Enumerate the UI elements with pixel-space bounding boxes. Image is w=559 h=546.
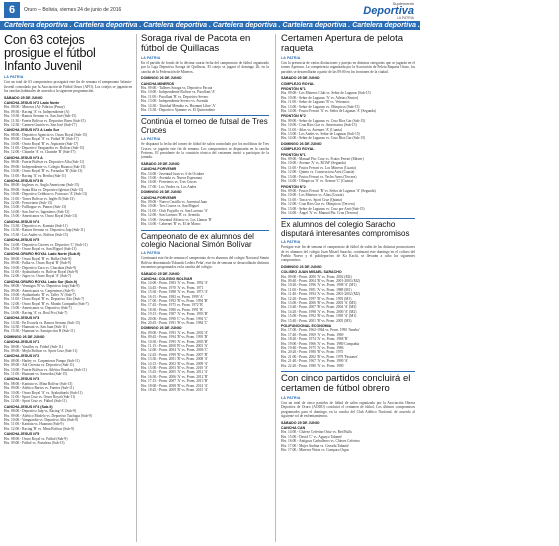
schedule-row: Hrs. 10:00.- Avenue 'A' vs. ROAF (Segunda)	[281, 161, 346, 166]
schedule-row: Hrs. 08:00.- Vasallos vs. Fútbol (Sub-11)	[4, 344, 63, 349]
schedule-row: Hrs. 12:00.- Racing 'B' vs. Mina Bolívar (Sub-9)	[4, 426, 74, 431]
schedule-rows	[281, 275, 415, 323]
schedule-list	[4, 96, 132, 446]
schedule-row: Hrs. 14:00.- Frutos Ferrari 'A' vs. Señor de Lagunas 'A' (Segunda)	[281, 109, 376, 113]
page-number: 6	[4, 2, 20, 18]
article-title: Campeonato de ex alumnos del colegio Nacional Simón Bolívar	[141, 230, 269, 250]
schedule-row: Hrs. 09:00.- Manual Pin. Cruz vs. Frutos Ferrari (Máster)	[281, 157, 364, 162]
column-3	[281, 34, 415, 542]
schedule-row: Hrs. 19:15.- Prom. 1987 'A' vs. Prom. 1993 'B'	[141, 312, 208, 317]
schedule-row: Hrs. 09:00.- Nueva Castillo vs. Juventud Juan	[141, 200, 207, 205]
schedule-venue: CANCHA JESUS N°3 B	[4, 178, 43, 183]
schedule-row: Hrs. 12:00.- Chumbe 'A' vs. Chumbe 'B' (Sub-17)	[4, 150, 76, 155]
schedule-row: Hrs. 12:00.- Ferroviario (Sub-13)	[4, 200, 53, 205]
schedule-row: Hrs. 17:45.- Prom. 1975 vs. Prom. 1972 'B'	[141, 303, 204, 308]
article-body: Prosigue este fin de semana el campeonato de fútbol de salón de las distintas promociones de ex alumnos del colegio Juan Misael Saracho, continuará este domingo en el coliseo del Pueblo Nuevo y el polideportivo de Ka Kachi, se llevarán a cabo los siguientes compromisos.	[281, 245, 415, 263]
schedule-row: Hrs. 18:45.- Prom. 2009 'B' vs. Prom. 2015 'A'	[141, 388, 208, 393]
schedule-court: FRONTÓN N°2	[281, 184, 306, 189]
schedule-row: Hrs. 10:00.- Señor de Lagunas 'A' vs. Atletas (Senior)	[281, 95, 359, 100]
schedule-row: Hrs. 08:00.- Vermigos 'B' vs. Deportivo Jaip (Sub-9)	[4, 284, 80, 289]
schedule-row: Hrs. 09:30.- Racing 'A' vs. Independiente (A)	[4, 109, 70, 114]
schedule-row: Hrs. 11:00.- Atlas vs. Avenues 'A' (Cuarta)	[281, 127, 343, 132]
schedule-row: Hrs. 09:00.- Prom. 1993 'A' vs. Prom. 2002 'A'	[141, 330, 209, 335]
schedule-row: Hrs. 14:30.- Trinidad Mendez vs. Huanuni Libre 'A'	[141, 103, 216, 108]
schedule-row: Hrs. 18:00.- Prom. 2008 'B' vs. Prom. 2014 'A'	[141, 383, 208, 388]
schedule-rows	[141, 331, 269, 393]
byline: LA PATRIA	[281, 55, 301, 60]
schedule-day: SÁBADO 25 DE JUNIO	[281, 420, 320, 425]
schedule-row: Hrs. 15:45.- Prom. 2005 'A' vs. Prom. 2011 'A'	[141, 370, 209, 375]
schedule-court: FRONTÓN N°1	[281, 152, 306, 157]
schedule-row: Hrs. 15:00.- David 'C' vs. Aguayo Tabanté	[281, 434, 342, 439]
schedule-row: Hrs. 13:00.- Americanos vs. Deportivo (Sub-7)	[4, 306, 72, 311]
schedule-row: Hrs. 09:00.- Los Mineros Club vs. Señor de Lagunas (Sub-15)	[281, 91, 371, 96]
schedule-row: Hrs. 19:40.- Prom. 1975 'A' vs. Prom. 1986	[281, 346, 344, 351]
schedule-row: Hrs. 09:00.- Adi Ceresita vs. Deportivo (Sub-11)	[4, 363, 75, 368]
schedule-row: Hrs. 09:00.- Santa Rita vs. Deportivo Iglesias (Sub-13)	[4, 187, 84, 192]
schedule-row: Hrs. 22:20.- Prom. 1980 'A' vs. Prom. 1990	[281, 363, 344, 368]
schedule-rows	[141, 86, 269, 112]
schedule-row: Hrs. 12:00.- Quinto vs. Constructora Arist (Cuarta)	[281, 170, 355, 175]
schedule-row: Hrs. 10:00.- Oruro Royal 'B' vs. Aspirante (Sub-17)	[4, 141, 79, 146]
schedule-row: Hrs. 15:30.- Huanuni vs. Sancipicitos B (Sub-11)	[4, 329, 75, 334]
logo-sub: LA PATRIA	[396, 16, 414, 20]
article-body: Continuará este fin de semana el campeonato de ex alumnos del colegio Nacional Simón Bolívar denominado 'Eduardo Ledeix Peña', este fin de semana se desarrollarán distintos encuentros programados en la cancha del colegio.	[141, 256, 269, 270]
schedule-venue: CANCHA MINEROS	[141, 81, 175, 86]
schedule-venue: CANCHA PORVENIR	[141, 195, 177, 200]
schedule-row: Hrs. 09:00.- Independiente vs. Colegio Huanca (Sub-13)	[4, 164, 86, 169]
schedule-venue: CANCHA CAN	[281, 426, 306, 431]
schedule-rows	[141, 200, 269, 226]
schedule-row: Hrs. 10:00.- Deportivo Ceibhaa vs. Fornosos 'A' (Sub-13)	[4, 192, 87, 197]
schedule-row: Hrs. 10:00.- Los Mineros vs. Altas (Cuarta)	[281, 193, 344, 198]
schedule-row: Hrs. 11:00.- Racing 'A' vs. Bertha (Sub-11)	[4, 173, 67, 178]
column-rule	[275, 34, 276, 542]
schedule-row: Hrs. 13:30.- Deportivo vs. Kantuta (Sub-11)	[4, 223, 68, 228]
schedule-row: Hrs. 10:00.- Vanguardia vs. Deportivo Alfa (Sub-9)	[4, 418, 78, 423]
schedule-row: Hrs. 12:00.- Prom. 2004 'A' vs. Prom. 2006 'C'	[141, 348, 208, 353]
schedule-venue: CANCHA JESUS N°1	[4, 340, 40, 345]
schedule-row: Hrs. 10:00.- Deportivo Zaca vs. Chacabas (Sub-9)	[4, 265, 77, 270]
article-title: Certamen Apertura de pelota raqueta	[281, 33, 403, 54]
column-rule	[136, 34, 137, 542]
schedule-row: Hrs. 09:00.- Americanos vs. Carpenteros (Sub-9)	[4, 288, 75, 293]
schedule-venue: CANCHA: COLEGIO BOLÍVAR	[141, 276, 193, 281]
schedule-row: Hrs. 14:00.- Juventud Juan vs. 6 de Octubre	[141, 171, 205, 176]
schedule-row: Hrs. 10:20.- Prom. 1996 'A' vs. Prom. 1998 'A' (M1)	[281, 283, 357, 288]
schedule-row: Hrs. 12:00.- Oruro Royal 'B' vs. Mundo Compañía (Sub-7)	[4, 301, 89, 306]
schedule-day: SÁBADO 25 DE JUNIO	[281, 76, 320, 81]
schedule-row: Hrs. 17:00.- Mineros Warts vs. Comparo Orgas	[281, 448, 349, 453]
schedule-row: Hrs. 19:00.- Prom. 1966 'A' vs. Prom. 1980 Compañía	[281, 341, 360, 346]
schedule-row: Hrs. 08:00.- Mineros (A)- Fábrica (Pmuy)	[4, 105, 65, 110]
section-ribbon: Cartelera deportiva . Cartelera deportiva . Cartelera deportiva . Cartelera deportiva . Cartelera deportiva . Cartelera deportiva . Cartelera deportiva . Cartelera deportiva .	[0, 21, 420, 30]
schedule-row: Hrs. 09:00.- Oruro Royal 'A' vs. Fútbol 'B' (Sub-17)	[4, 137, 79, 142]
schedule-row: Hrs. 08:00.- Deportivo Jaip vs. Racing 'A' (Sub-9)	[4, 409, 77, 414]
schedule-row: Hrs. 13:00.- Juventud Alfonso vs. Los Llamas 'B'	[141, 217, 212, 222]
schedule-row: Hrs. 11:00.- Club Puyjollo vs. San Lorenzo 'A'	[141, 208, 209, 213]
schedule-row: Hrs. 08:00.- Fuerte Bolívar vs. Deportivo Alfa (Sub-11)	[4, 160, 85, 165]
schedule-venue: COMPLEJO ROYAL	[281, 147, 315, 152]
schedule-row: Hrs. 10:30.- Prom. 1995 'A' vs. Prom. 2005 'B'	[141, 339, 208, 344]
schedule-row: Hrs. 08:00.- Oruro Royal vs. Fútbol (Sub-9)	[4, 436, 68, 441]
schedule-row: Hrs. 21:00.- Prom. 2002 'B' vs. Prom. 1979 'Pasiones'	[281, 354, 358, 359]
schedule-row: Hrs. 13:00.- Los Andes vs. Señor de Lagunas (Sub-15)	[281, 132, 360, 137]
schedule-rows	[281, 189, 415, 215]
byline: LA PATRIA	[141, 137, 161, 142]
schedule-row: Hrs. 13:30.- En Escuela vs. Ramos Serrano (Sub-15)	[4, 320, 80, 325]
schedule-row: Hrs. 09:00.- Atlético Bertos vs. Fuertes (Sub-11)	[4, 386, 74, 391]
schedule-row: Hrs. 11:00.- Pacollani 'B' vs. Deportivo Severo	[141, 94, 209, 99]
schedule-row: Hrs. 11:00.- Señor de Lagunas 'B' vs. Veteranos	[281, 100, 350, 105]
schedule-day: DOMINGO 26 DE JUNIO	[141, 76, 182, 81]
schedule-row: Hrs. 13:30.- Prom. 2001 'B' vs. Prom. 2008 'A'	[141, 357, 208, 362]
schedule-venue: POLIFUNCIONAL ECONOMIA	[281, 324, 332, 329]
schedule-row: Hrs. 11:00.- Ayahuiñuelo vs. Bolívar Royal (Sub-9)	[4, 270, 79, 275]
schedule-row: Hrs. 12:45.- Prom. 1999 'B' vs. Prom. 2007 'B'	[141, 352, 208, 357]
schedule-day: DOMINGO 26 DE JUNIO	[141, 326, 182, 331]
schedule-row: Hrs. 10:00.- Fuerte Bolívar vs. Atlético Bonibus (Sub-11)	[4, 367, 87, 372]
schedule-row: Hrs. 14:15.- Prom. 2002 'B' vs. Prom. 2009 'A'	[141, 361, 208, 366]
byline: LA PATRIA	[281, 240, 301, 245]
schedule-row: Hrs. 15:30.- Los Andes vs. Bolívar (Sub-15)	[4, 232, 68, 237]
schedule-rows	[281, 91, 415, 113]
article-body: En el partido de fondo de la décima cuarta fecha del campeonato de fútbol organizado por la Liga Deportiva Soraga de Quillacas, El cotejo se jugará el domingo 26, en la cancha de la Federación de Mineros.	[141, 60, 269, 74]
schedule-row: Hrs. 11:00.- Torres Bolívar vs. Inglés B (Sub-13)	[4, 196, 75, 201]
schedule-row: Hrs. 14:00.- Racing 'A' vs. Real Pro (Sub-7)	[4, 310, 68, 315]
schedule-row: Hrs. 08:00.- Oruro Royal 'B' vs. Hulke (Sub-9)	[4, 256, 72, 261]
schedule-venue: CANCHA JESUS N°2	[4, 354, 40, 359]
schedule-row: Hrs. 14:00.- Ángel 'A' vs. Manual Pin. Cruz (Tercera)	[281, 210, 359, 215]
dateline: Oruro – Bolivia, viernes 24 de junio de 2016	[24, 7, 122, 13]
schedule-row: Hrs. 20:20.- Prom. 1980 'B' vs. Prom. 1975	[281, 350, 344, 355]
schedule-day: SÁBADO 25 DE JUNIO	[141, 271, 180, 276]
schedule-row: Hrs. 13:00.- Señor de Lagunas vs. Cruz por Arrá (Sub-15)	[281, 206, 365, 211]
schedule-row: Hrs. 15:00.- Prom. 1992 'B' vs. Prom. 1995 'A' (M1)	[281, 314, 357, 319]
schedule-row: Hrs. 14:00.- Deportivo Cáceres vs. Deportivo 'C' (Sub-11)	[4, 242, 88, 247]
schedule-row: Hrs. 13:00.- Independiente Severo vs. Avenida	[141, 99, 208, 104]
page-header	[0, 0, 420, 20]
schedule-row: Hrs. 11:00.- Huanuni vs. Saavedra (Sub-15)	[4, 371, 68, 376]
byline: LA PATRIA	[4, 75, 24, 80]
supplement-logo	[363, 1, 414, 20]
schedule-day: DOMINGO 26 DE JUNIO	[281, 141, 322, 146]
article-title: Con 63 cotejos prosigue el fútbol Infanto Juvenil	[4, 33, 96, 74]
schedule-row: Hrs. 11:15.- Prom. 2000 'B' vs. Prom. 2003 'A'	[141, 344, 208, 348]
schedule-row: Hrs. 09:00.- Prom. 2000 'A' vs. Prom. 2002 (M2)	[281, 274, 352, 279]
schedule-row: Hrs. 11:00.- Kantuta vs. Huanuni (Sub-9)	[4, 422, 64, 427]
schedule-row: Hrs. 10:00.- Oruro Royal 'A' vs. Ayahuiñuelo (Sub-11)	[4, 390, 83, 395]
schedule-row: Hrs. 15:30.- Prom. 1988 'A' vs. Prom. 1973 'A'	[141, 290, 209, 295]
schedule-day: DOMINGO 26 DE JUNIO	[141, 190, 182, 195]
schedule-row: Hrs. 10:00.- Tres Cruces vs. San Miguel	[141, 204, 199, 209]
schedule-rows	[141, 172, 269, 190]
schedule-rows	[281, 119, 415, 141]
schedule-row: Hrs. 17:15.- Prom. 2007 'A' vs. Prom. 2013 'B'	[141, 379, 208, 384]
schedule-row: Hrs. 09:00.- Atlético Modelo vs. Deportivo Taichapa (Sub-9)	[4, 413, 92, 418]
schedule-venue: CANCHA ORURO ROYAL Lado Sur (Sub-9)	[4, 279, 77, 284]
byline: LA PATRIA	[281, 396, 301, 401]
schedule-venue: CANCHA JESUS N°3 A	[4, 155, 43, 160]
article-title: Soraga rival de Pacota en fútbol de Quillacas	[141, 33, 251, 54]
schedule-venue: CANCHA JESUS N°4	[4, 219, 40, 224]
article-title: Continúa el torneo de futsal de Tres Cruces	[141, 117, 268, 135]
schedule-row: Hrs. 12:00.- Sport Cruz vs. Fútbol (Sub-11)	[4, 399, 67, 404]
schedule-row: Hrs. 11:00.- Frutos Ferrari vs. Los Mineros (Cuarta)	[281, 165, 356, 170]
schedule-row: Hrs. 16:30.- Prom. 2006 'A' vs. Prom. 2012 'B'	[141, 374, 208, 379]
schedule-row: Hrs. 15:00.- Avenida vs. Nueva Esperanza	[141, 176, 202, 181]
schedule-row: Hrs. 20:00.- Prom. 1990 'C' vs. Prom. 1994 'C'	[141, 316, 208, 321]
schedule-row: Hrs. 09:40.- Prom. 2004 'B' vs. Prom. 2001-2003 (M2)	[281, 278, 360, 283]
schedule-row: Hrs. 12:20.- Prom. 1997 'B' vs. Prom. 1993 (M1)	[281, 296, 352, 301]
schedule-rows	[281, 430, 415, 452]
schedule-venue: DOMINGO 26 DE JUNIO	[4, 334, 45, 339]
schedule-venue: CANCHA JESUS N°3	[4, 316, 40, 321]
schedule-court: FRONTÓN N°1	[281, 86, 306, 91]
schedule-row: Hrs. 10:00.- Cruz Ríos Gar vs. Americanos (Sub-15)	[281, 123, 357, 128]
byline: LA PATRIA	[141, 55, 161, 60]
schedule-row: Hrs. 20:45.- Prom. 1991 'B' vs. Prom. 1984 'C'	[141, 320, 208, 325]
schedule-row: Hrs. 14:00.- Cabernet 'B' vs. El de Marzo	[141, 222, 201, 227]
schedule-row: Hrs. 13:00.- Señor de Lagunas vs. Olímpicos (Sub-15)	[281, 104, 360, 109]
schedule-row: Hrs. 15:30.- Deportivo Ajamme vs. El Quinceañero	[141, 108, 216, 112]
schedule-row: Hrs. 13:00.- Prom. 2006 'B' vs. Prom. 2003 'A' (M3)	[281, 301, 357, 305]
schedule-row: Hrs. 17:00.- Los Verdes vs. Los Andes	[141, 184, 197, 189]
schedule-row: Hrs. 18:20.- Prom. 1974 'A' vs. Prom. 1968 'B'	[281, 337, 348, 342]
schedule-row: Hrs. 11:00.- Prom. 1981 'A' vs. Prom. 1988 (M1)	[281, 287, 352, 292]
schedule-row: Hrs. 10:00.- Independiente Bolívar vs. Pacollani 'A'	[141, 90, 216, 95]
column-1	[4, 34, 132, 542]
schedule-row: Hrs. 09:00.- Pulka vs. Oruro Royal 'B' (Sub-9)	[4, 261, 71, 266]
logo-word: Deportiva	[363, 5, 414, 17]
schedule-row: Hrs. 10:00.- Ayahuiñuelo 'B' vs. Taller 'A' (Sub-7)	[4, 293, 76, 298]
schedule-row: Hrs. 15:00.- Oruro Royal vs. San Miguel (Sub-13)	[4, 247, 77, 251]
schedule-row: Hrs. 14:45.- Prom. 1970 'A' vs. Prom. 1971	[141, 285, 204, 290]
schedule-row: Hrs. 16:00.- Ferreteros vs. Tres Cruces	[141, 180, 197, 185]
logo-supl: Suplemento	[392, 1, 414, 6]
schedule-row: Hrs. 18:30.- Prom. 1980 vs. Prom. 1991 'B'	[141, 307, 204, 312]
schedule-rows	[141, 281, 269, 325]
article-title: Ex alumnos del colegio Saracho disputará interesantes compromisos	[281, 218, 415, 238]
schedule-row: Hrs. 11:00.- Tusca vs. Sport Cruz (Quinta)	[281, 197, 343, 202]
byline: LA PATRIA	[141, 251, 161, 256]
schedule-row: Hrs. 12:00.- Jugos vs. Oruro Royal 'A' (Sub-7)	[4, 274, 71, 279]
schedule-row: Hrs. 14:20.- Prom. 1998 'A' vs. Prom. 2000 'A' (M2)	[281, 309, 357, 314]
schedule-row: Hrs. 09:45.- Prom. 1994 'B' vs. Prom. 1995 'B'	[141, 335, 208, 340]
schedule-row: Hrs. 12:00.- Cruz Ríos Gar vs. Olímpicos (Tercera)	[281, 202, 355, 207]
schedule-venue: CANCHA JESUS N°2 A Lado Sur	[4, 128, 60, 133]
schedule-row: Hrs. 11:30.- Fuerte Bolívar vs. Deportivo Buen (Sub-15)	[4, 118, 86, 123]
schedule-row: Hrs. 12:00.- San Lorenzo 'B' vs. Avenida	[141, 213, 200, 218]
article-body: Con un total de cinco partidos de fútbol de salón organizado por la Asociación Obrera Deportiva de Oruro (AODO) concluirá el certamen de fútbol. Los últimos compromisos programados para el domingo, en la cancha del Club Atlético Nacional, de acuerdo al siguiente rol de enfrentamientos.	[281, 401, 415, 419]
schedule-row: Hrs. 14:00.- Señor de Lagunas vs. Cruz Ríos Gar (Sub-15)	[281, 136, 366, 141]
schedule-row: Hrs. 13:00.- Frutos Ferrari vs. Tecler Arms (Tercera)	[281, 174, 357, 179]
schedule-row: Hrs. 08:00.- Harley vs. Carpenteros Pampo (Sub-11)	[4, 358, 80, 363]
schedule-row: Hrs. 17:00.- Mujer Andina vs. Cerrada Tabanté	[281, 443, 349, 448]
schedule-venue: CANCHA ORURO ROYAL Lado Norte (Sub-9)	[4, 252, 81, 257]
schedule-row: Hrs. 11:40.- Prom. 1994 'A' vs. Prom. 2001-2002 (M2)	[281, 292, 360, 297]
schedule-row: Hrs. 17:00.- Prom. 1992 'B' vs. Prom. 1994 'B'	[141, 298, 208, 303]
schedule-row: Hrs. 11:00.- Deportivo Vanguardia vs. Bolívar (Sub-15)	[4, 146, 85, 151]
schedule-row: Hrs. 14:00.- Chávez Ceferino Ortiz vs. Red Bulls	[281, 430, 352, 435]
schedule-row: Hrs. 11:00.- Oruro Royal 'B' vs. Deportivo Alto (Sub-7)	[4, 297, 85, 302]
schedule-row: Hrs. 09:00.- Fútbol vs. Fortaleza (Sub-13)	[4, 441, 65, 446]
schedule-row: Hrs. 09:00.- Mejía Bolívar vs. Sport Cruz (Sub-11)	[4, 348, 78, 353]
schedule-row: Hrs. 09:00.- Frutos Ferrari 'B' vs. Señor de Lagunas 'A' (Segunda)	[281, 188, 376, 193]
schedule-day: DOMINGO 26 DE JUNIO	[281, 264, 322, 269]
schedule-row: Hrs. 16:00.- Antiguos Carballeros vs. Chávez Ceferino	[281, 439, 360, 444]
schedule-row: Hrs. 17:40.- Prom. 1969 'A' vs. Prom. 1969	[281, 332, 344, 337]
schedule-row: Hrs. 12:30.- Carmen Gastón vs. San José (Sub-17)	[4, 123, 77, 128]
schedule-row: Hrs. 14:30.- Ramos Serrano vs. Deportivo Jaip (Sub-11)	[4, 228, 85, 233]
article-body: Con la presencia de varias distinciones y parejas en distintas categorías que se jugarán en el torneo Apertura. La competencia organizada por la Asociación de Pelota Raqueta Oruro, los partidos se desarrollarán a partir de las 09:00 en los frontones de la ciudad.	[281, 60, 415, 74]
column-2	[141, 34, 269, 542]
schedule-venue: CANCHA JESUS N°4 (Sub-9)	[4, 404, 53, 409]
schedule-row: Hrs. 15:00.- Americanos vs. Oruro Royal (Sub-13)	[4, 214, 77, 219]
schedule-rows	[281, 157, 415, 183]
schedule-rows	[281, 328, 415, 368]
schedule-row: Hrs. 14:00.- Prom. 1983 'A' vs. Prom. 1992 'A'	[141, 281, 209, 286]
schedule-court: FRONTÓN N°2	[281, 114, 306, 119]
schedule-row: Hrs. 10:00.- Oruro Royal 'B' vs. Fornados 'B' (Sub-13)	[4, 169, 83, 174]
schedule-row: Hrs. 14:30.- Huanuni vs. San Juan (Sub-11)	[4, 324, 67, 329]
schedule-row: Hrs. 16:15.- Prom. 1983 vs. Prom. 1999 'A'	[141, 294, 204, 299]
schedule-venue: CANCHA JESUS N°3	[4, 377, 40, 382]
article-title: Con cinco partidos concluirá el certamen de fútbol obrero	[281, 371, 415, 394]
schedule-row: Hrs. 21:40.- Prom. 1967 'A' vs. Prom. 1990 'A'	[281, 359, 349, 364]
schedule-row: Hrs. 09:00.- Señor de Lagunas vs. Cruz Ríos Gar (Sub-15)	[281, 118, 366, 123]
schedule-venue: CANCHA JESUS N°5	[4, 432, 40, 437]
schedule-row: Hrs. 15:00.- Prom. 2003 'B' vs. Prom. 2010 'A'	[141, 366, 208, 371]
schedule-row: Hrs. 09:00.- Talleres Soraga vs. Deportivo Pacota	[141, 85, 213, 90]
article-body: Se disputará la fecha del torneo de fútbol de salón controlado por los moldistas de Tres Cruces, se jugarán este fin de semana. Los compromisos se disputarán en la cancha Porteras. El presidente de la comisión técnica del certamen invitó a participar de la jornada.	[141, 142, 269, 160]
schedule-venue: CANCHA PORVENIR	[141, 167, 177, 172]
schedule-venue: COMPLEJO ROYAL	[281, 81, 315, 86]
schedule-row: Hrs. 10:30.- Ramos Serrano vs. San José (Sub-15)	[4, 114, 77, 119]
schedule-row: Hrs. 08:00.- Kantuta vs. Mina Bolívar (Sub-13)	[4, 381, 73, 386]
schedule-row: Hrs. 11:00.- Sport Cruz vs. Oruro Royal (Sub-11)	[4, 395, 76, 399]
schedule-venue: CANCHA JESUS N°5	[4, 238, 40, 243]
schedule-row: Hrs. 14:00.- Olímpicos 'A' vs. Avenue 'C' (Cuarta)	[281, 179, 353, 184]
schedule-row: Hrs. 14:00.- San José vs. Ingenieros (Sub-13)	[4, 209, 70, 214]
schedule-venue: SÁBADO 25 DE JUNIO	[4, 95, 43, 100]
schedule-row: Hrs. 08:00.- Deportivo Agencia vs. Oruro Royal (Sub-15)	[4, 132, 88, 137]
schedule-row: Hrs. 13:00.- Fullbogue vs. Putnos (Sub-13)	[4, 205, 67, 210]
schedule-venue: COLISEO JUAN MISAEL SARACHO	[281, 270, 342, 275]
schedule-venue: CANCHA JESUS N°2 Lado Norte	[4, 101, 60, 105]
article-body: Con un total de 63 compromisos prosiguirá este fin de semana el campeonato Infanto-Juvenil controlado por la Asociación de Fútbol Oruro (AFO). Los cotejos se jugarán en los canchas habituales de acuerdo a la siguiente programación.	[4, 80, 132, 94]
schedule-row: Hrs. 13:40.- Prom. 2007 'B' vs. Prom. 2004 'A' (M3)	[281, 305, 357, 310]
schedule-row: Hrs. 15:40.- Prom. 2001 'B' vs. Prom. 2005 (M3)	[281, 318, 352, 323]
schedule-row: Hrs. 17:00.- Prom. 1962-1964 vs. Prom. 1990 'Ameba'	[281, 328, 360, 333]
schedule-day: SÁBADO 25 DE JUNIO	[141, 161, 180, 166]
schedule-row: Hrs. 08:00.- Ingleses vs. Anglo Americano (Sub-15)	[4, 183, 79, 188]
